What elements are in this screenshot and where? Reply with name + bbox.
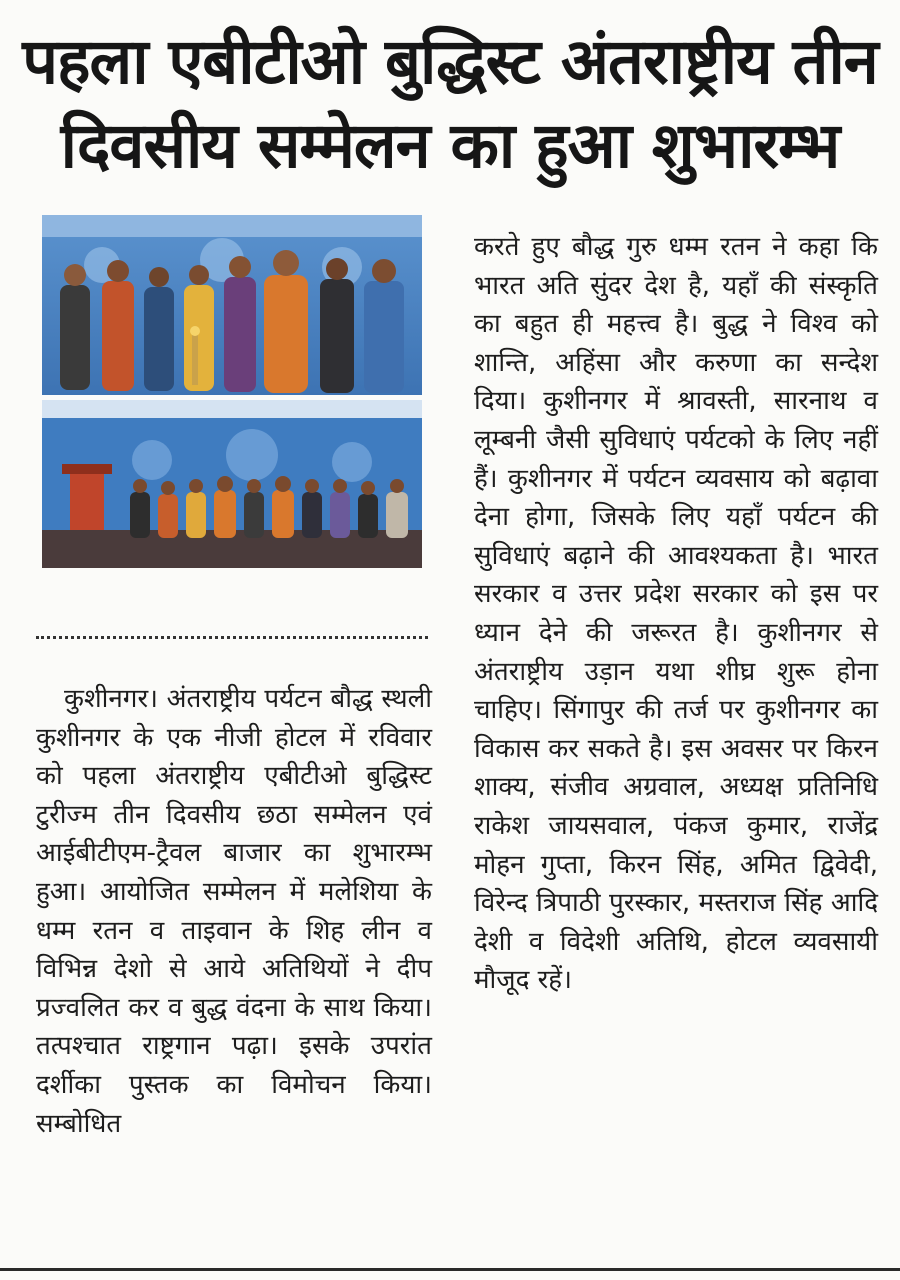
headline-line-1: पहला एबीटीओ बुद्धिस्ट अंतराष्ट्रीय तीन bbox=[22, 25, 878, 98]
article-column-left bbox=[36, 680, 432, 1143]
article-column-right bbox=[474, 228, 878, 1000]
headline bbox=[20, 20, 880, 189]
article-text-left: कुशीनगर। अंतराष्ट्रीय पर्यटन बौद्ध स्थली कुशीनगर के एक नीजी होटल में रविवार को पहला अंतराष्ट्रीय एबीटीओ बुद्धिस्ट टुरीज्म तीन दिवसीय छठा सम्मेलन एवं आईबीटीएम-ट्रैवल बाजार का शुभारम्भ हुआ। आयोजित सम्मेलन में मलेशिया के धम्म रतन व ताइवान के शिह लीन व विभिन्न देशो से आये अतिथियों ने दीप प्रज्वलित कर व बुद्ध वंदना के साथ किया। तत्पश्चात राष्ट्रगान पढ़ा। इसके उपरांत दर्शीका पुस्तक का विमोचन किया। सम्बोधित bbox=[36, 684, 432, 1139]
event-photo-stage bbox=[42, 400, 422, 568]
article-text-right: करते हुए बौद्ध गुरु धम्म रतन ने कहा कि भारत अति सुंदर देश है, यहाँ की संस्कृति का बहुत ही महत्त्व है। बुद्ध ने विश्व को शान्ति, अहिंसा और करुणा का सन्देश दिया। कुशीनगर में श्रावस्ती, सारनाथ व लूम्बनी जैसी सुविधाएं पर्यटको के लिए नहीं हैं। कुशीनगर में पर्यटन व्यवसाय को बढ़ावा देना होगा, जिसके लिए यहाँ पर्यटन की सुविधाएं बढ़ाने की आवश्यकता है। भारत सरकार व उत्तर प्रदेश सरकार को इस पर ध्यान देने की जरूरत है। कुशीनगर से अंतराष्ट्रीय उड़ान यथा शीघ्र शुरू होना चाहिए। सिंगापुर की तर्ज पर कुशीनगर का विकास कर सकते है। इस अवसर पर किरन शाक्य, संजीव अग्रवाल, अध्यक्ष प्रतिनिधि राकेश जायसवाल, पंकज कुमार, राजेंद्र मोहन गुप्ता, किरन सिंह, अमित द्विवेदी, विरेन्द त्रिपाठी पुरस्कार, मस्तराज सिंह आदि देशी व विदेशी अतिथि, होटल व्यवसायी मौजूद रहें। bbox=[474, 232, 878, 996]
dotted-separator bbox=[36, 636, 428, 639]
bottom-rule bbox=[0, 1268, 900, 1271]
event-photo-lamp-lighting bbox=[42, 215, 422, 395]
headline-line-2: दिवसीय सम्मेलन का हुआ शुभारम्भ bbox=[60, 109, 840, 183]
